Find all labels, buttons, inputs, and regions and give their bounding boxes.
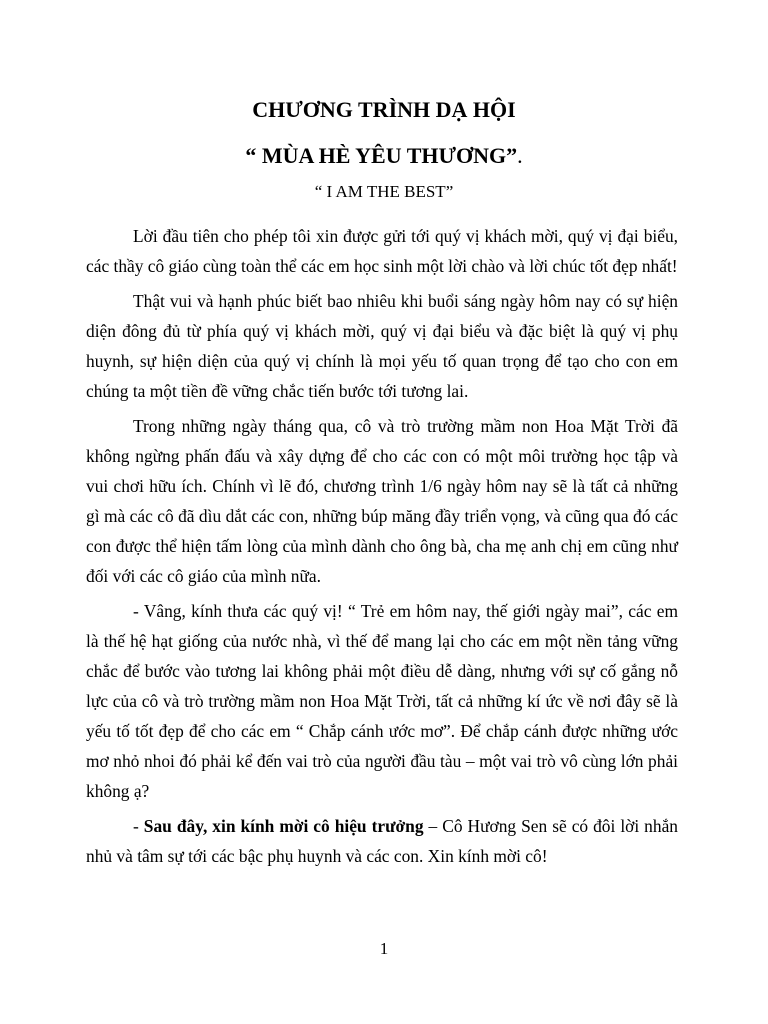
invitation-text: – Cô Hương Sen sẽ có đôi lời nhắn nhủ và tâm sự tới các bậc phụ huynh và các con. Xin kính mời cô! (86, 816, 678, 866)
paragraph-greeting: Lời đầu tiên cho phép tôi xin được gửi tới quý vị khách mời, quý vị đại biểu, các thầy cô giáo cùng toàn thể các em học sinh một lời chào và lời chúc tốt đẹp nhất! (86, 226, 678, 276)
event-name-heading (0, 143, 768, 169)
document-title: CHƯƠNG TRÌNH DẠ HỘI (252, 97, 516, 122)
paragraph-school: Trong những ngày tháng qua, cô và trò trường mầm non Hoa Mặt Trời đã không ngừng phấn đấu và xây dựng để cho các con có một môi trường học tập và vui chơi hữu ích. Chính vì lẽ đó, chương trình 1/6 ngày hôm nay sẽ là tất cả những gì mà các cô đã dìu dắt các con, những búp măng đầy triển vọng, và cũng qua đó các con được thể hiện tấm lòng của mình dành cho ông bà, cha mẹ anh chị em cũng như đối với các cô giáo của mình nữa. (86, 416, 678, 586)
page-number: 1 (379, 939, 389, 958)
event-name: “ MÙA HÈ YÊU THƯƠNG” (245, 143, 518, 168)
paragraph-welcome: Thật vui và hạnh phúc biết bao nhiêu khi buổi sáng ngày hôm nay có sự hiện diện đông đủ từ phía quý vị khách mời, quý vị đại biểu và đặc biệt là quý vị phụ huynh, sự hiện diện của quý vị chính là mọi yếu tố quan trọng để tạo cho con em chúng ta một tiền đề vững chắc tiến bước tới tương lai. (86, 291, 678, 401)
theme-subtitle: “ I AM THE BEST” (314, 182, 454, 201)
paragraph-invitation (86, 811, 678, 871)
invitation-bold-text: Sau đây, xin kính mời cô hiệu trưởng (143, 816, 424, 836)
paragraph-future: - Vâng, kính thưa các quý vị! “ Trẻ em hôm nay, thế giới ngày mai”, các em là thế hệ hạt giống của nước nhà, vì thế để mang lại cho các em một nền tảng vững chắc để bước vào tương lai không phải một điều dễ dàng, nhưng với sự cố gắng nỗ lực của cô và trò trường mầm non Hoa Mặt Trời, tất cả những kí ức về nơi đây sẽ là yếu tố tốt đẹp để cho các em “ Chắp cánh ước mơ”. Để chắp cánh được những ước mơ nhỏ nhoi đó phải kể đến vai trò của người đầu tàu – một vai trò vô cùng lớn phải không ạ? (86, 601, 678, 801)
invitation-prefix: - (133, 816, 144, 836)
event-name-period: . (517, 143, 523, 168)
document-body (86, 221, 678, 876)
